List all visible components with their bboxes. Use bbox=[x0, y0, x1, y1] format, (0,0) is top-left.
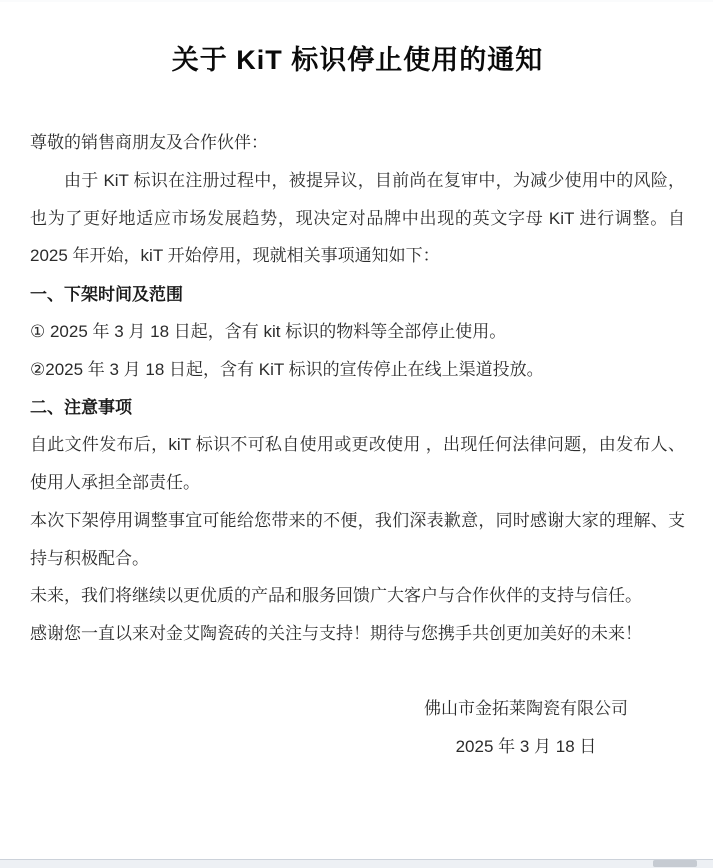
notice-title: 关于 KiT 标识停止使用的通知 bbox=[171, 45, 544, 75]
section2-heading: 二、注意事项 bbox=[30, 398, 132, 417]
intro-paragraph: 由于 KiT 标识在注册过程中，被提异议，目前尚在复审中，为减少使用中的风险，也为了更好地适应市场发展趋势，现决定对品牌中出现的英文字母 KiT 进行调整。自 2025 年开始，kiT 开始停用，现就相关事项通知如下： bbox=[30, 171, 685, 265]
section2-paragraph-3: 未来，我们将继续以更优质的产品和服务回馈广大客户与合作伙伴的支持与信任。 bbox=[30, 586, 642, 605]
horizontal-scrollbar-thumb[interactable] bbox=[653, 860, 697, 867]
signature-date: 2025 年 3 月 18 日 bbox=[455, 737, 597, 756]
salutation-line: 尊敬的销售商朋友及合作伙伴： bbox=[30, 133, 268, 152]
section2-paragraph-1: 自此文件发布后，kiT 标识不可私自使用或更改使用 ，出现任何法律问题，由发布人、使用人承担全部责任。 bbox=[30, 435, 685, 492]
section2-paragraph-4: 感谢您一直以来对金艾陶瓷砖的关注与支持！期待与您携手共创更加美好的未来！ bbox=[30, 624, 642, 643]
section1-heading: 一、下架时间及范围 bbox=[30, 285, 183, 304]
section2-paragraph-2: 本次下架停用调整事宜可能给您带来的不便，我们深表歉意，同时感谢大家的理解、支持与积极配合。 bbox=[30, 511, 685, 568]
signature-company: 佛山市金拓莱陶瓷有限公司 bbox=[424, 699, 628, 718]
section1-item-1: ① 2025 年 3 月 18 日起，含有 kit 标识的物料等全部停止使用。 bbox=[30, 322, 507, 341]
section1-item-2: ②2025 年 3 月 18 日起，含有 KiT 标识的宣传停止在线上渠道投放。 bbox=[30, 360, 544, 379]
horizontal-scrollbar-track[interactable] bbox=[0, 859, 713, 868]
page-top-edge bbox=[0, 0, 713, 2]
